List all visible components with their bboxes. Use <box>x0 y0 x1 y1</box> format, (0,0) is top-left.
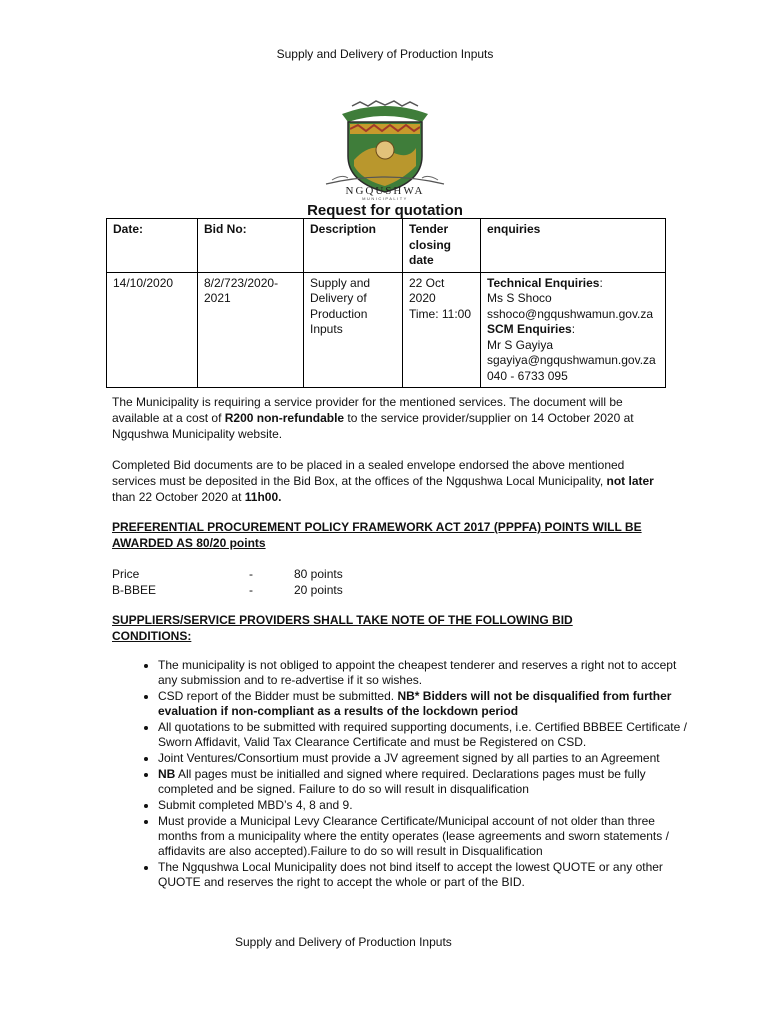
points-row-bbbee: B-BBEE - 20 points <box>112 583 343 597</box>
bid-conditions-list <box>112 658 688 891</box>
points-list <box>112 566 412 598</box>
list-item: • Must provide a Municipal Levy Clearance Certificate/Municipal account of not older than three months from a municipality where the entity operates (lease agreements and sworn statements / affidavits are also accepted).Failure to do so will result in Disqualification <box>158 814 688 859</box>
list-item: • Submit completed MBD’s 4, 8 and 9. <box>158 798 688 813</box>
cell-description: Supply and Delivery of Production Inputs <box>304 272 403 388</box>
logo-subcaption: MUNICIPALITY <box>362 196 408 200</box>
header-bid-no: Bid No: <box>198 219 304 273</box>
page-header: Supply and Delivery of Production Inputs <box>276 47 494 61</box>
technical-enquiries-label: Technical Enquiries: <box>487 275 603 290</box>
cell-bid-no: 8/2/723/2020-2021 <box>198 272 304 388</box>
cell-date: 14/10/2020 <box>107 272 198 388</box>
table-header-row <box>107 219 666 273</box>
scm-contact-phone: 040 - 6733 095 <box>487 368 568 383</box>
bid-conditions-heading: SUPPLIERS/SERVICE PROVIDERS SHALL TAKE NOTE OF THE FOLLOWING BID CONDITIONS: <box>112 613 573 643</box>
cell-closing-date <box>403 272 481 388</box>
header-description: Description <box>304 219 403 273</box>
closing-time-text: Time: 11:00 <box>409 306 472 321</box>
table-row <box>107 272 666 388</box>
cell-enquiries <box>481 272 666 388</box>
list-item: • Joint Ventures/Consortium must provide a JV agreement signed by all parties to an Agreement <box>158 751 688 766</box>
list-item: • The municipality is not obliged to appoint the cheapest tenderer and reserves a right not to accept any submission and to re-advertise if it so wishes. <box>158 658 688 688</box>
scm-contact-email[interactable]: sgayiya@ngqushwamun.gov.za <box>487 353 656 367</box>
list-item: • NB All pages must be initialled and signed where required. Declarations pages must be fully completed and be signed. Failure to do so will result in disqualification <box>158 767 688 797</box>
list-item: • The Ngqushwa Local Municipality does not bind itself to accept the lowest QUOTE or any other QUOTE and reserves the right to accept the whole or part of the BID. <box>158 860 688 890</box>
technical-contact-email[interactable]: sshoco@ngqushwamun.gov.za <box>487 306 654 321</box>
page-title: Request for quotation <box>307 202 463 219</box>
quotation-table <box>106 218 666 388</box>
page-footer: Supply and Delivery of Production Inputs <box>235 935 452 949</box>
header-enquiries: enquiries <box>481 219 666 273</box>
list-item: • CSD report of the Bidder must be submitted. NB* Bidders will not be disqualified from further evaluation if non-compliant as a results of the lockdown period <box>158 689 688 719</box>
crest-emblem <box>312 100 458 200</box>
list-item: • All quotations to be submitted with required supporting documents, i.e. Certified BBBEE Certificate / Sworn Affidavit, Valid Tax Clearance Certificate and must be Registered on CSD. <box>158 720 688 750</box>
submission-paragraph: Completed Bid documents are to be placed in a sealed envelope endorsed the above mentioned services must be deposited in the Bid Box, at the offices of the Ngqushwa Local Municipality, not later than 22 October 2020 at 11h00. <box>112 458 654 504</box>
pppfa-heading: PREFERENTIAL PROCUREMENT POLICY FRAMEWORK ACT 2017 (PPPFA) POINTS WILL BE AWARDED AS 80/20 points <box>112 520 642 550</box>
header-date: Date: <box>107 219 198 273</box>
closing-date-text: 22 Oct 2020 <box>409 275 445 305</box>
scm-contact-name: Mr S Gayiya <box>487 337 554 352</box>
technical-contact-name: Ms S Shoco <box>487 291 552 305</box>
municipality-logo <box>312 100 458 200</box>
points-row-price: Price - 80 points <box>112 567 343 581</box>
scm-enquiries-label: SCM Enquiries: <box>487 322 576 336</box>
header-closing-date: Tender closing date <box>403 219 481 273</box>
availability-paragraph: The Municipality is requiring a service provider for the mentioned services. The document will be available at a cost of R200 non-refundable to the service provider/supplier on 14 October 2020 at Ngqushwa Municipality website. <box>112 395 634 441</box>
logo-caption: NGQUSHWA <box>345 185 425 197</box>
